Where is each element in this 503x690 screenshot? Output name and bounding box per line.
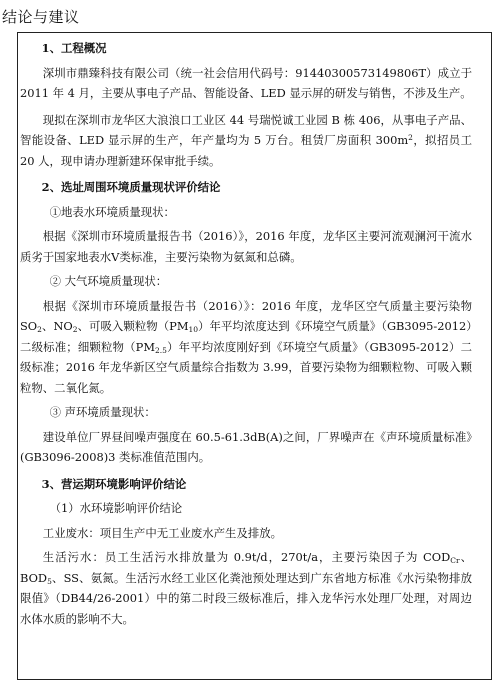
- text-fragment: 、SS、氨氮。生活污水经工业区化粪池预处理达到广东省地方标准《水污染物排放限值》（DB44/26-2001）中的第二时段三级标准后，排入龙华污水处理厂处理，对周边水体水质的影响不大。: [20, 570, 472, 626]
- document-body: [20, 38, 472, 629]
- text-fragment: ）年平均浓度达到《环境空气质量》（GB3095-2012）二级标准；细颗粒物（PM: [20, 319, 472, 354]
- text-fragment: 现拟在深圳市龙华区大浪浪口工业区 44 号瑞悦诚工业园 B 栋 406，从事电子产品、智能设备、LED 显示屏的生产，年产量均为 5 万台。租赁厂房面积 300m: [20, 112, 472, 147]
- text-fragment: 根据《深圳市环境质量报告书（2016）》：2016 年度，龙华区空气质量主要污染物 SO: [20, 298, 472, 333]
- superscript: 2: [408, 133, 413, 142]
- text-fragment: 、BOD: [20, 550, 472, 585]
- text-fragment: ）年平均浓度刚好到《环境空气质量》（GB3095-2012）二级标准；2016 年龙华新区空气质量综合指数为 3.99，首要污染物为细颗粒物、可吸入颗粒物、二氧化氮。: [20, 339, 472, 395]
- subheading-water-impact: （1）水环境影响评价结论: [49, 501, 183, 515]
- subscript: 5: [47, 576, 52, 586]
- text-fragment: 生活污水：员工生活污水排放量为 0.9t/d，270t/a，主要污染因子为 COD: [42, 550, 451, 564]
- paragraph-proposed-site: [20, 110, 472, 172]
- subscript: 2.5: [154, 345, 167, 355]
- section-heading-operation-impact: 3、营运期环境影响评价结论: [41, 476, 187, 491]
- paragraph-air-quality: [20, 296, 472, 399]
- paragraph-noise: 建设单位厂界昼间噪声强度在 60.5-61.3dB(A)之间，厂界噪声在《声环境质量标准》(GB3096-2008)3 类标准值范围内。: [20, 429, 472, 464]
- subscript: 10: [188, 325, 199, 334]
- paragraph-company-info: 深圳市鼎臻科技有限公司（统一社会信用代码号：91440300573149806T）成立于 2011 年 4 月，主要从事电子产品、智能设备、LED 显示屏的研发与销售，不涉及生产。: [20, 65, 472, 100]
- paragraph-industrial-wastewater: 工业废水：项目生产中无工业废水产生及排放。: [42, 525, 283, 540]
- section-heading-environment-status: 2、选址周围环境质量现状评价结论: [41, 180, 221, 194]
- text-fragment: 、可吸入颗粒物（PM: [77, 319, 189, 333]
- subscript: 2: [37, 325, 42, 334]
- text-fragment: ，拟招员工 20 人，现申请办理新建环保审批手续。: [20, 133, 472, 168]
- subheading-air: ② 大气环境质量现状：: [49, 274, 168, 288]
- paragraph-surface-water: 根据《深圳市环境质量报告书（2016）》，2016 年度，龙华区主要河流观澜河干流水质劣于国家地表水Ⅴ类标准，主要污染物为氨氮和总磷。: [20, 229, 472, 264]
- paragraph-domestic-sewage: [20, 547, 472, 629]
- section-heading-project-overview: 1、工程概况: [41, 41, 107, 55]
- subscript: 2: [72, 325, 78, 334]
- text-fragment: 、NO: [41, 319, 73, 333]
- subheading-noise: ③ 声环境质量现状：: [49, 405, 156, 419]
- page-title: 结论与建议: [2, 8, 80, 26]
- subheading-surface-water: ①地表水环境质量现状：: [49, 204, 175, 219]
- subscript: Cr: [450, 556, 460, 565]
